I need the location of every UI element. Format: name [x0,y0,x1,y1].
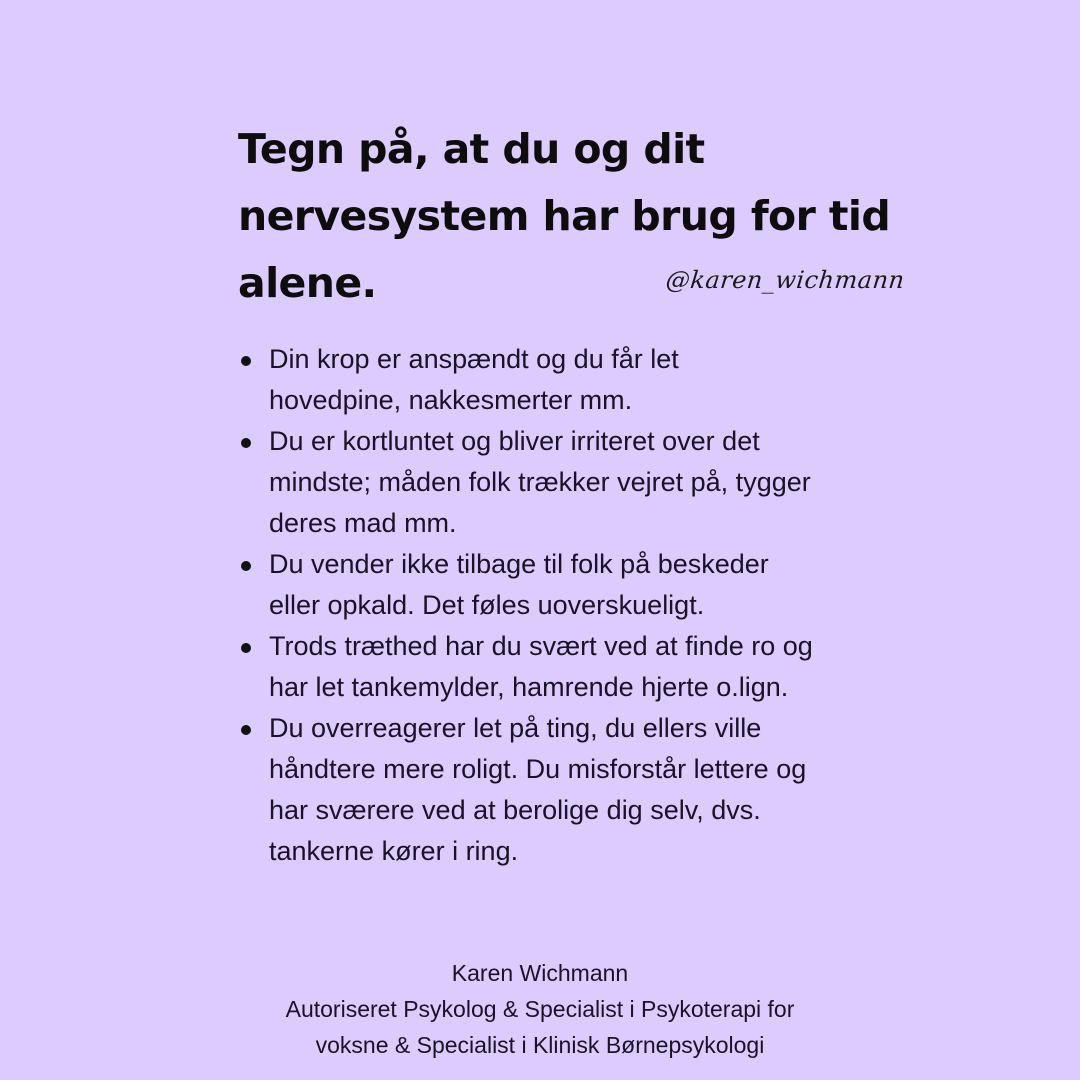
bullet-icon [241,356,251,366]
list-item-text: Du er kortluntet og bliver irriteret over det [269,426,760,456]
title-line: nervesystem har brug for tid [238,192,891,240]
list-item [238,708,938,872]
list-item-text: har let tankemylder, hamrende hjerte o.lign. [269,672,789,702]
list-item-text: mindste; måden folk trækker vejret på, tygger [269,467,811,497]
title-line: Tegn på, at du og dit [238,125,705,173]
list-item-text: hovedpine, nakkesmerter mm. [269,385,633,415]
bullet-icon [241,561,251,571]
list-item [238,626,938,708]
list-item [238,339,938,421]
list-item-text: Trods træthed har du svært ved at finde ro og [269,631,813,661]
bullet-icon [241,438,251,448]
list-item [238,421,938,544]
list-item-text: Du overreagerer let på ting, du ellers ville [269,713,762,743]
author-footer [190,955,890,1063]
list-item-text: håndtere mere roligt. Du misforstår lettere og [269,754,807,784]
list-item-text: har sværere ved at berolige dig selv, dvs. [269,795,761,825]
title-line: alene. [238,259,377,307]
author-handle-signature: @karen_wichmann [664,266,907,294]
list-item [238,544,938,626]
author-credentials: voksne & Specialist i Klinisk Børnepsykologi [315,1032,765,1058]
list-item-text: Din krop er anspændt og du får let [269,344,679,374]
signs-list [238,339,938,872]
list-item-text: eller opkald. Det føles uoverskueligt. [269,590,705,620]
bullet-icon [241,643,251,653]
list-item-text: tankerne kører i ring. [269,836,519,866]
list-item-text: deres mad mm. [269,508,457,538]
bullet-icon [241,725,251,735]
author-name: Karen Wichmann [451,960,629,986]
author-credentials: Autoriseret Psykolog & Specialist i Psykoterapi for [285,996,795,1022]
list-item-text: Du vender ikke tilbage til folk på beskeder [269,549,769,579]
